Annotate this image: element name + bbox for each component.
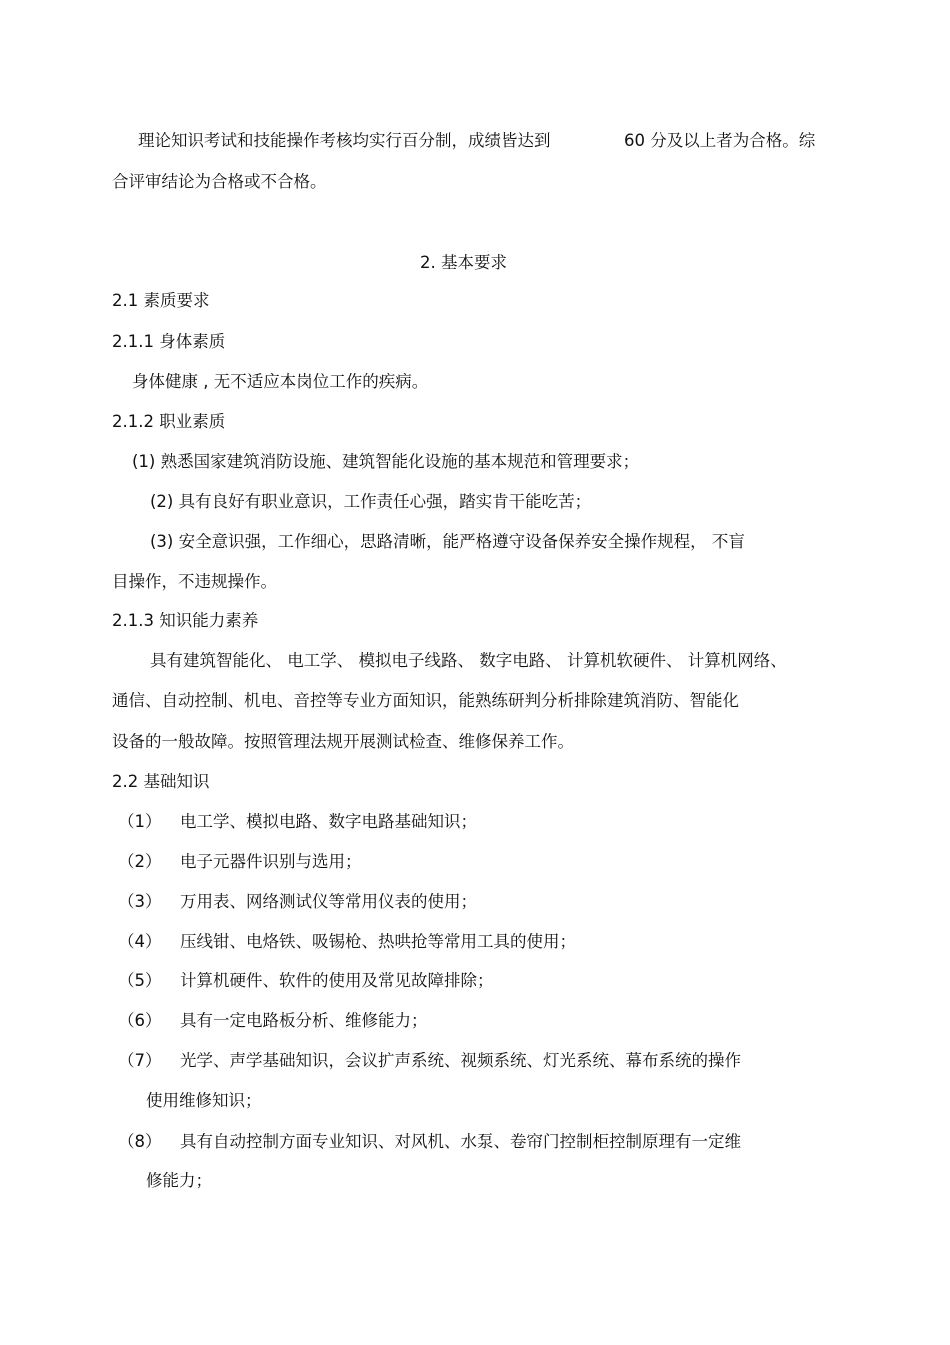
intro-line-1b: 60 分及以上者为合格。综: [624, 131, 816, 150]
section-heading: 2. 基本要求: [420, 253, 507, 272]
list-item-continuation: 修能力；: [146, 1171, 212, 1190]
list-item: 压线钳、电烙铁、吸锡枪、热哄抢等常用工具的使用；: [180, 932, 576, 951]
list-item: 光学、声学基础知识，会议扩声系统、视频系统、灯光系统、幕布系统的操作: [180, 1051, 741, 1070]
subsection-heading-2-1: 2.1 素质要求: [112, 291, 210, 310]
paragraph-line: 设备的一般故障。按照管理法规开展测试检查、维修保养工作。: [112, 732, 574, 751]
list-item-number: （6）: [118, 1011, 162, 1030]
list-item: (1) 熟悉国家建筑消防设施、建筑智能化设施的基本规范和管理要求；: [132, 452, 640, 471]
list-item: 具有一定电路板分析、维修能力；: [180, 1011, 428, 1030]
list-item: (2) 具有良好有职业意识，工作责任心强，踏实肯干能吃苦；: [150, 492, 592, 511]
intro-line-1a: 理论知识考试和技能操作考核均实行百分制，成绩皆达到: [138, 131, 551, 150]
list-item-number: （3）: [118, 892, 162, 911]
list-item-number: （8）: [118, 1132, 162, 1151]
list-item-continuation: 使用维修知识；: [146, 1091, 262, 1110]
list-item-number: （7）: [118, 1051, 162, 1070]
list-item-number: （4）: [118, 932, 162, 951]
subsection-heading-2-1-3: 2.1.3 知识能力素养: [112, 611, 259, 630]
list-item-continuation: 目操作，不违规操作。: [112, 572, 277, 591]
paragraph-line: 通信、自动控制、机电、音控等专业方面知识，能熟练研判分析排除建筑消防、智能化: [112, 691, 739, 710]
list-item: (3) 安全意识强，工作细心，思路清晰，能严格遵守设备保养安全操作规程， 不盲: [150, 532, 745, 551]
subsection-heading-2-1-1: 2.1.1 身体素质: [112, 332, 226, 351]
list-item-number: （5）: [118, 971, 162, 990]
list-item: 电工学、模拟电路、数字电路基础知识；: [180, 812, 477, 831]
list-item-number: （1）: [118, 812, 162, 831]
intro-line-2: 合评审结论为合格或不合格。: [112, 172, 327, 191]
list-item: 电子元器件识别与选用；: [180, 852, 362, 871]
paragraph-line: 具有建筑智能化、 电工学、 模拟电子线路、 数字电路、 计算机软硬件、 计算机网络、: [150, 651, 787, 670]
list-item: 计算机硬件、软件的使用及常见故障排除；: [180, 971, 494, 990]
list-item: 具有自动控制方面专业知识、对风机、水泵、卷帘门控制柜控制原理有一定维: [180, 1132, 741, 1151]
subsection-heading-2-1-2: 2.1.2 职业素质: [112, 412, 226, 431]
list-item-number: （2）: [118, 852, 162, 871]
subsection-heading-2-2: 2.2 基础知识: [112, 772, 210, 791]
paragraph-physical: 身体健康 , 无不适应本岗位工作的疾病。: [132, 372, 429, 391]
list-item: 万用表、网络测试仪等常用仪表的使用；: [180, 892, 477, 911]
